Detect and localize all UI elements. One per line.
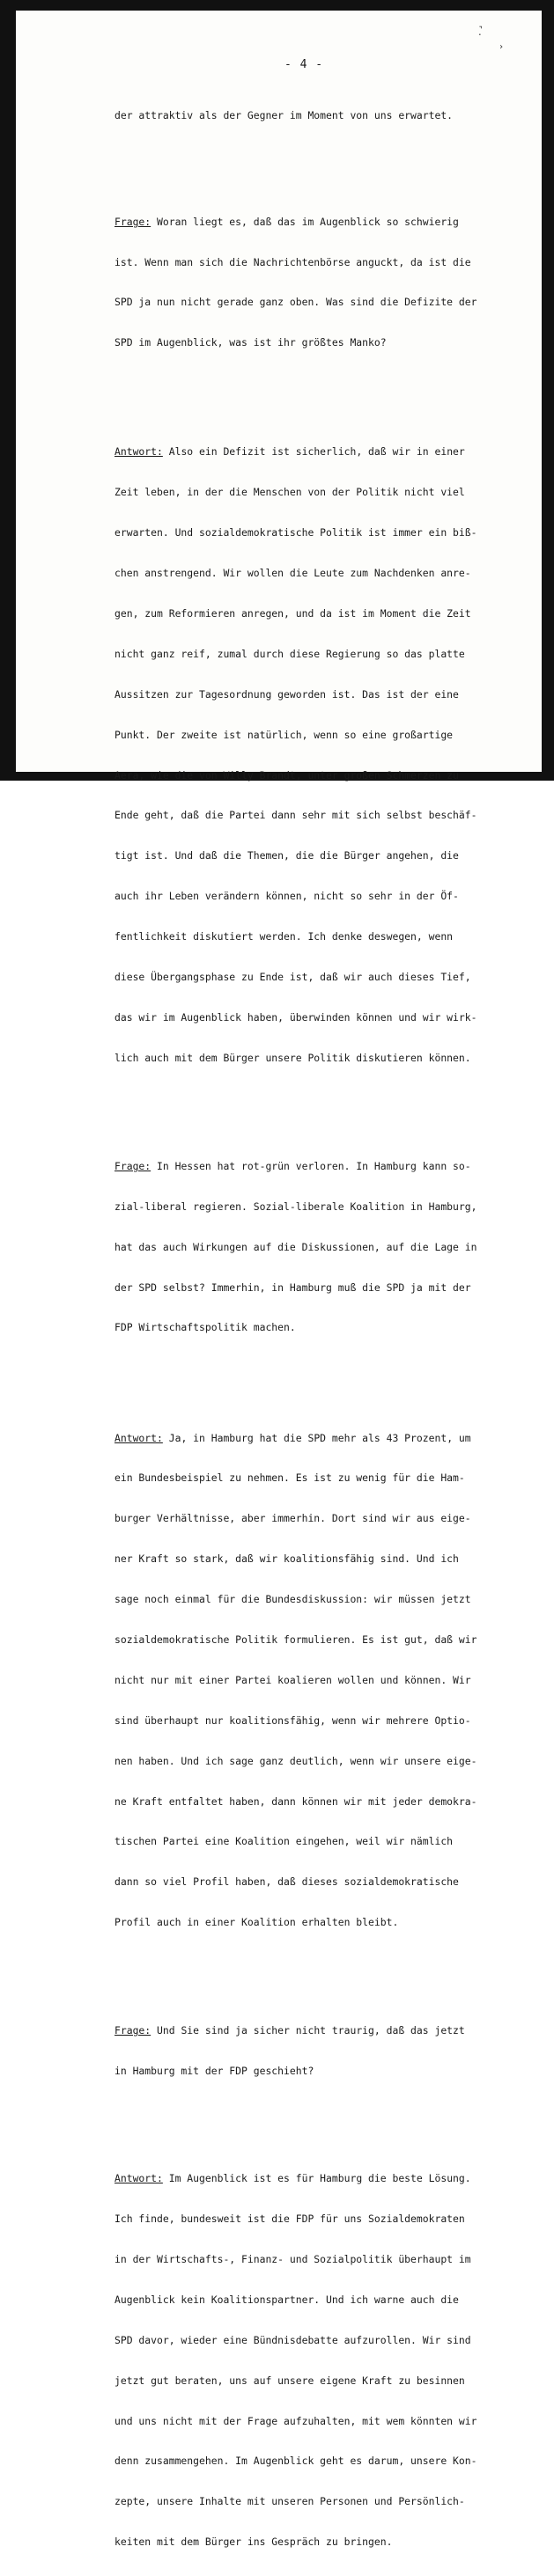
answer-line: Zeit leben, in der die Menschen von der Politik nicht viel [114,486,465,499]
answer-line: tigt ist. Und daß die Themen, die die Bürger angehen, die [114,849,459,862]
question-first-line [114,216,491,229]
answer-line: das wir im Augenblick haben, überwinden können und wir wirk- [114,1010,477,1024]
question-line: in Hamburg mit der FDP geschieht? [114,2065,314,2078]
answer-line: nen haben. Und ich sage ganz deutlich, wenn wir unsere eige- [114,1754,477,1767]
answer-line: Aussitzen zur Tagesordnung geworden ist. Das ist der eine [114,687,459,701]
question-text: In Hessen hat rot-grün verloren. In Hamburg kann so- [151,1159,471,1172]
answer-line: diese Übergangsphase zu Ende ist, daß wir auch dieses Tief, [114,971,471,983]
question-line: ist. Wenn man sich die Nachrichtenbörse anguckt, da ist die [114,255,471,268]
answer-line: jetzt gut beraten, uns auf unsere eigene Kraft zu besinnen [114,2374,465,2387]
answer-line: gen, zum Reformieren anregen, und da ist im Moment die Zeit [114,606,471,620]
answer-line: erwarten. Und sozialdemokratische Politik ist immer ein biß- [114,526,477,539]
question-text: Woran liegt es, daß das im Augenblick so schwierig [151,215,459,228]
scan-mark: › [499,42,505,52]
answer-line: Ende geht, daß die Partei dann sehr mit sich selbst beschäf- [114,809,477,822]
answer-line: sind überhaupt nur koalitionsfähig, wenn wir mehrere Optio- [114,1714,471,1727]
answer-first-line [114,1432,491,1445]
answer-text: Im Augenblick ist es für Hamburg die beste Lösung. [162,2172,471,2185]
answer-first-line [114,2172,491,2185]
answer-line: Punkt. Der zweite ist natürlich, wenn so eine großartige [114,728,454,741]
scan-border-right [542,0,554,781]
question-line: der SPD selbst? Immerhin, in Hamburg muß die SPD ja mit der [114,1281,471,1294]
answer-label: Antwort: [114,2172,163,2185]
answer-line: SPD davor, wieder eine Bündnisdebatte aufzurollen. Wir sind [114,2333,471,2346]
answer-line: denn zusammengehen. Im Augenblick geht es darum, unsere Kon- [114,2455,477,2468]
question-line: SPD ja nun nicht gerade ganz oben. Was sind die Defizite der [114,296,477,309]
answer-text: Ja, in Hamburg hat die SPD mehr als 43 Prozent, um [162,1431,471,1444]
answer-line: und uns nicht mit der Frage aufzuhalten, mit wem könnten wir [114,2414,477,2427]
answer-line: zepte, unsere Inhalte mit unseren Personen und Persönlich- [114,2495,465,2508]
question-label: Frage: [114,215,151,228]
question-line: FDP Wirtschaftspolitik machen. [114,1321,296,1334]
scan-mark: ․̚ [478,26,482,38]
answer-first-line [114,445,491,459]
question-line: hat das auch Wirkungen auf die Diskussionen, auf die Lage in [114,1240,477,1253]
scan-border-top [0,0,554,11]
question-line: SPD im Augenblick, was ist ihr größtes Manko? [114,336,387,349]
answer-line: dann so viel Profil haben, daß dieses sozialdemokratische [114,1875,459,1889]
answer-line: Profil auch in einer Koalition erhalten bleibt. [114,1916,399,1929]
page-number: - 4 - [284,58,324,71]
answer-line: nicht nur mit einer Partei koalieren wollen und können. Wir [114,1673,471,1686]
answer-line: tischen Partei eine Koalition eingehen, weil wir nämlich [114,1835,454,1848]
answer-line: nicht ganz reif, zumal durch diese Regierung so das platte [114,647,465,660]
answer-label: Antwort: [114,445,163,459]
answer-label: Antwort: [114,1431,163,1444]
answer-line: ner Kraft so stark, daß wir koalitionsfähig sind. Und ich [114,1552,459,1566]
document-body [114,82,491,2576]
question-first-line [114,1160,491,1173]
answer-line: chen anstrengend. Wir wollen die Leute zum Nachdenken anre- [114,567,471,580]
answer-line: Augenblick kein Koalitionspartner. Und ich warne auch die [114,2293,459,2306]
intro-line: der attraktiv als der Gegner im Moment von uns erwartet. [114,108,454,121]
answer-line: auch ihr Leben verändern können, nicht so sehr in der Öf- [114,890,459,903]
answer-line: sage noch einmal für die Bundesdiskussion: wir müssen jetzt [114,1593,471,1606]
answer-line: ein Bundesbeispiel zu nehmen. Es ist zu wenig für die Ham- [114,1471,465,1485]
answer-line: ne Kraft entfaltet haben, dann können wir mit jeder demokra- [114,1794,477,1808]
answer-line: Ich finde, bundesweit ist die FDP für uns Sozialdemokraten [114,2213,465,2226]
scan-border-left [0,0,16,781]
question-text: Und Sie sind ja sicher nicht traurig, daß das jetzt [151,2024,465,2037]
answer-line: Aera, wie die von Willy Brandt, unter großen Schmerzen zu [114,768,459,782]
answer-line: keiten mit dem Bürger ins Gespräch zu bringen. [114,2536,393,2549]
answer-line: sozialdemokratische Politik formulieren. Es ist gut, daß wir [114,1633,477,1646]
answer-text: Also ein Defizit ist sicherlich, daß wir in einer [162,445,465,459]
answer-line: burger Verhältnisse, aber immerhin. Dort sind wir aus eige- [114,1512,471,1525]
question-line: zial-liberal regieren. Sozial-liberale Koalition in Hamburg, [114,1200,477,1213]
question-label: Frage: [114,1159,151,1172]
answer-line: in der Wirtschafts-, Finanz- und Sozialpolitik überhaupt im [114,2253,471,2266]
answer-line: fentlichkeit diskutiert werden. Ich denke deswegen, wenn [114,930,454,943]
answer-line: lich auch mit dem Bürger unsere Politik diskutieren können. [114,1051,471,1064]
question-label: Frage: [114,2024,151,2037]
question-first-line [114,2024,491,2037]
